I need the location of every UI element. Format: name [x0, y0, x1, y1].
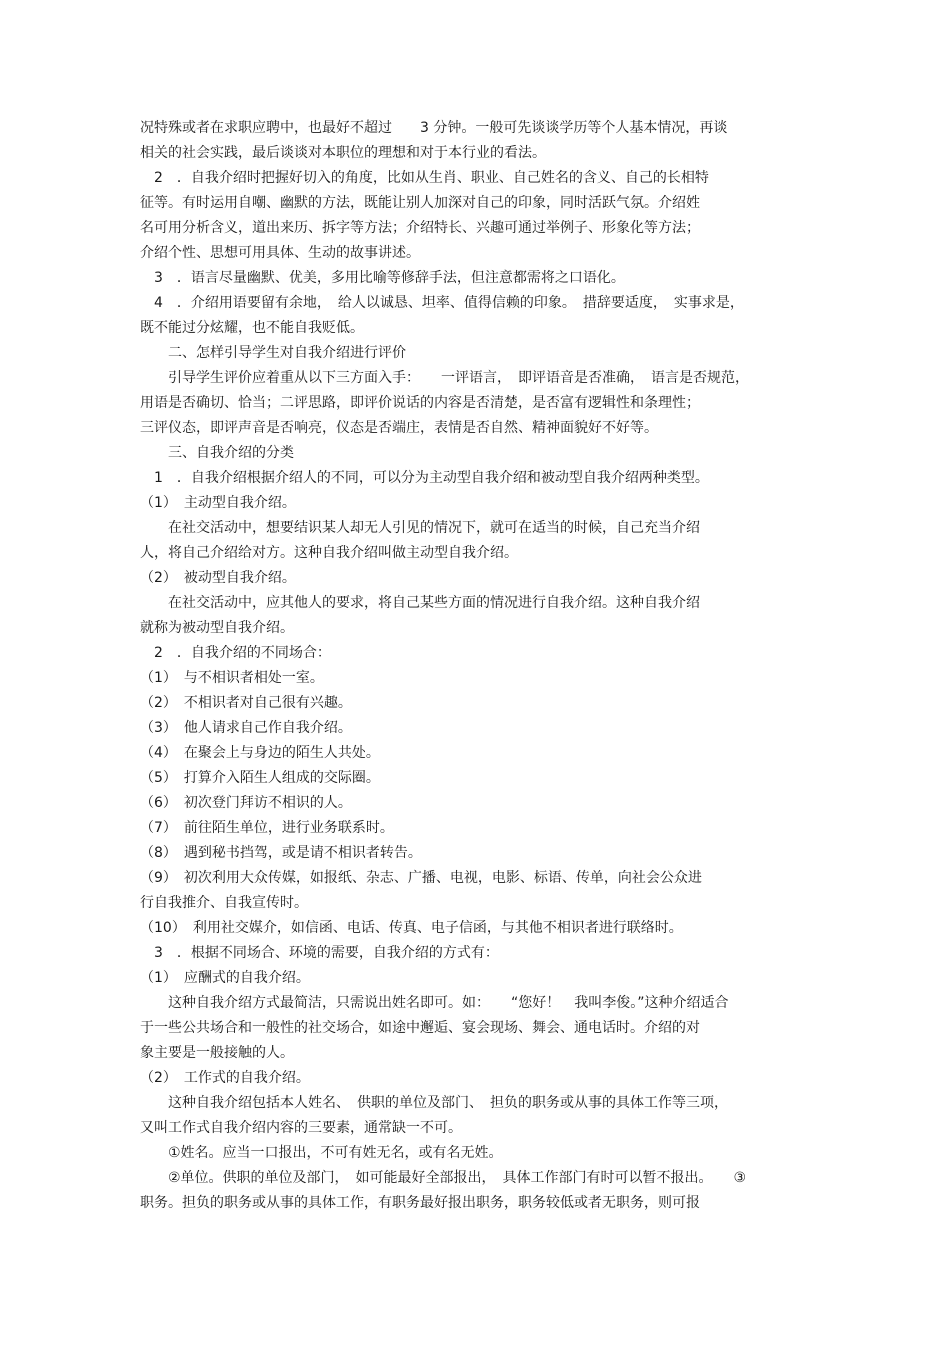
list-item: （4） 在聚会上与身边的陌生人共处。	[140, 745, 380, 761]
text-line: 2 ．自我介绍的不同场合：	[140, 645, 331, 661]
list-item: （8） 遇到秘书挡驾，或是请不相识者转告。	[140, 845, 422, 861]
text-line: 三评仪态，即评声音是否响亮，仪态是否端庄，表情是否自然、精神面貌好不好等。	[140, 420, 658, 436]
text-line: 相关的社会实践，最后谈谈对本职位的理想和对于本行业的看法。	[140, 145, 546, 161]
text-line: 2 ．自我介绍时把握好切入的角度，比如从生肖、职业、自己姓名的含义、自己的长相特	[140, 170, 709, 186]
text-line: 既不能过分炫耀，也不能自我贬低。	[140, 320, 364, 336]
text-line: 引导学生评价应着重从以下三方面入手： 一评语言， 即评语音是否准确， 语言是否规范，	[140, 370, 749, 386]
text-line: 3 ．语言尽量幽默、优美，多用比喻等修辞手法，但注意都需将之口语化。	[140, 270, 625, 286]
list-item: （10） 利用社交媒介，如信函、电话、传真、电子信函，与其他不相识者进行联络时。	[140, 920, 683, 936]
text-line: 这种自我介绍包括本人姓名、 供职的单位及部门、 担负的职务或从事的具体工作等三项，	[140, 1095, 728, 1111]
text-line: ②单位。供职的单位及部门， 如可能最好全部报出， 具体工作部门有时可以暂不报出。 ③	[140, 1170, 747, 1186]
list-item: （1） 主动型自我介绍。	[140, 495, 296, 511]
list-item: （2） 被动型自我介绍。	[140, 570, 296, 586]
text-line: 况特殊或者在求职应聘中，也最好不超过 3 分钟。一般可先谈谈学历等个人基本情况，再谈	[140, 120, 728, 136]
list-item: （2） 工作式的自我介绍。	[140, 1070, 310, 1086]
list-item: （9） 初次利用大众传媒，如报纸、杂志、广播、电视，电影、标语、传单，向社会公众进	[140, 870, 702, 886]
text-line: 用语是否确切、恰当；二评思路，即评价说话的内容是否清楚，是否富有逻辑性和条理性；	[140, 395, 700, 411]
text-line: 职务。担负的职务或从事的具体工作，有职务最好报出职务，职务较低或者无职务，则可报	[140, 1195, 700, 1211]
section-heading: 三、自我介绍的分类	[140, 445, 294, 461]
text-line: 4 ．介绍用语要留有余地， 给人以诚恳、坦率、值得信赖的印象。 措辞要适度， 实事求是，	[140, 295, 744, 311]
text-line: 在社交活动中，想要结识某人却无人引见的情况下，就可在适当的时候，自己充当介绍	[140, 520, 700, 536]
text-line: 征等。有时运用自嘲、幽默的方法，既能让别人加深对自己的印象，同时活跃气氛。介绍姓	[140, 195, 700, 211]
list-item: （3） 他人请求自己作自我介绍。	[140, 720, 352, 736]
text-line: 又叫工作式自我介绍内容的三要素，通常缺一不可。	[140, 1120, 462, 1136]
list-item: （6） 初次登门拜访不相识的人。	[140, 795, 352, 811]
section-heading: 二、怎样引导学生对自我介绍进行评价	[140, 345, 406, 361]
text-line: ①姓名。应当一口报出，不可有姓无名，或有名无姓。	[140, 1145, 503, 1161]
text-line: 象主要是一般接触的人。	[140, 1045, 294, 1061]
text-line: 3 ．根据不同场合、环境的需要，自我介绍的方式有：	[140, 945, 499, 961]
text-line: 1 ．自我介绍根据介绍人的不同，可以分为主动型自我介绍和被动型自我介绍两种类型。	[140, 470, 709, 486]
list-item: （1） 与不相识者相处一室。	[140, 670, 324, 686]
text-line: 名可用分析含义，道出来历、拆字等方法；介绍特长、兴趣可通过举例子、形象化等方法；	[140, 220, 700, 236]
list-item: （5） 打算介入陌生人组成的交际圈。	[140, 770, 380, 786]
text-line: 就称为被动型自我介绍。	[140, 620, 294, 636]
text-line: 这种自我介绍方式最简洁，只需说出姓名即可。如： “您好！ 我叫李俊。”这种介绍适合	[140, 995, 729, 1011]
text-line: 行自我推介、自我宣传时。	[140, 895, 308, 911]
list-item: （2） 不相识者对自己很有兴趣。	[140, 695, 352, 711]
text-line: 在社交活动中，应其他人的要求，将自己某些方面的情况进行自我介绍。这种自我介绍	[140, 595, 700, 611]
text-line: 于一些公共场合和一般性的社交场合，如途中邂逅、宴会现场、舞会、通电话时。介绍的对	[140, 1020, 700, 1036]
text-line: 人，将自己介绍给对方。这种自我介绍叫做主动型自我介绍。	[140, 545, 518, 561]
list-item: （7） 前往陌生单位，进行业务联系时。	[140, 820, 394, 836]
text-line: 介绍个性、思想可用具体、生动的故事讲述。	[140, 245, 420, 261]
list-item: （1） 应酬式的自我介绍。	[140, 970, 310, 986]
